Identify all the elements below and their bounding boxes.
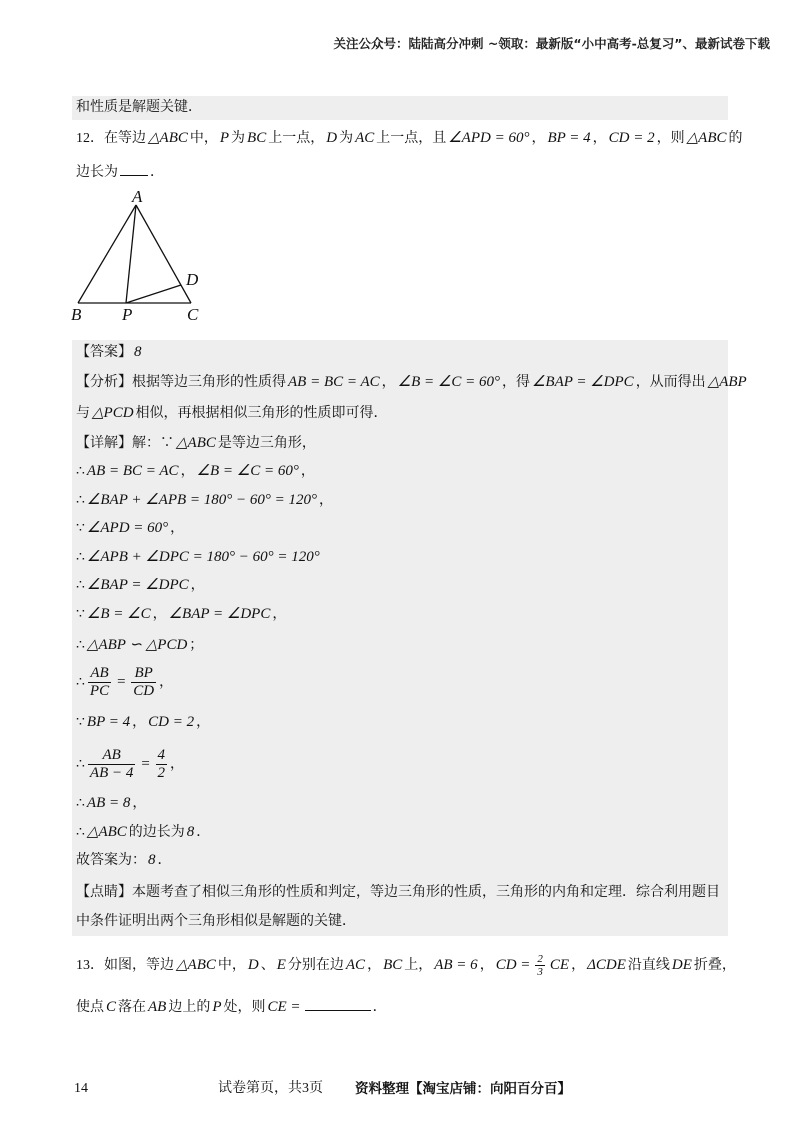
text-run: ， [180, 464, 195, 479]
math-run: P [212, 999, 222, 1015]
vertex-label-a: A [132, 187, 143, 206]
math-run: △ABP [707, 374, 747, 390]
text-run: 上， [404, 958, 433, 973]
math-run: △PCD [92, 405, 134, 421]
math-run: ∠B = ∠C = 60° [196, 463, 299, 479]
text-run: ， [319, 493, 334, 508]
text-run: 【详解】解：∵ [76, 436, 174, 451]
math-run: ∠APD = 60° [86, 520, 169, 536]
text-run: ． [157, 853, 172, 868]
source-note: 资料整理【淘宝店铺：向阳百分百】 [355, 1081, 571, 1097]
math-run: △ABC [86, 824, 127, 840]
text-run: 和性质是解题关键． [76, 100, 202, 115]
text-run: 【分析】根据等边三角形的性质得 [76, 375, 286, 390]
point-label-p: P [122, 305, 133, 324]
detail-line-8 [76, 635, 203, 655]
math-run: BC [247, 130, 267, 146]
text-run: ∴ [76, 493, 85, 508]
text-run: ， [170, 757, 184, 772]
detail-line-2 [76, 461, 315, 481]
fraction [535, 953, 545, 978]
math-run: = [140, 756, 151, 772]
fraction-numerator: 4 [157, 747, 165, 764]
math-run: DE [671, 957, 692, 973]
text-run: 12．在等边 [76, 131, 146, 146]
text-run: 上一点，且 [376, 131, 447, 146]
text-run: 相似，再根据相似三角形的性质即可得． [135, 406, 388, 421]
fraction-numerator: AB [88, 665, 111, 683]
text-run: ∴ [76, 638, 85, 653]
math-run: ∠APB + ∠DPC = 180° − 60° = 120° [86, 549, 320, 565]
text-run: ， [531, 131, 546, 146]
detail-line-9 [76, 662, 173, 702]
text-run: ， [592, 131, 607, 146]
point-label-d: D [186, 270, 199, 289]
analysis-line-1 [76, 372, 749, 392]
answer-line [76, 342, 144, 362]
math-run: ∠BAP = ∠DPC [531, 374, 634, 390]
text-run: 中， [189, 131, 218, 146]
math-run: AC [345, 957, 366, 973]
fraction-numerator: BP [131, 665, 156, 683]
math-run: D [247, 957, 259, 973]
text-run: ∴ [76, 825, 85, 840]
math-run: CD = [495, 957, 531, 973]
text-run: ，得 [501, 375, 530, 390]
math-run: ∠B = ∠C = 60° [397, 374, 500, 390]
math-run: AB = 8 [86, 795, 131, 811]
detail-line-11 [76, 744, 184, 784]
math-run: D [326, 130, 338, 146]
question-12-period: ． [150, 165, 164, 180]
fraction-numerator: 2 [537, 953, 543, 966]
text-run: 的边长为 [128, 825, 185, 840]
vertex-label-b: B [71, 305, 82, 324]
math-run: △ABC [686, 130, 727, 146]
fraction [88, 747, 135, 782]
math-run: AB = BC = AC [86, 463, 179, 479]
text-run: ， [272, 607, 287, 622]
math-run: CE = [267, 999, 301, 1015]
text-run: 中， [217, 958, 246, 973]
text-run: 是等边三角形， [217, 436, 316, 451]
page-info: 试卷第页，共3页 [218, 1081, 323, 1096]
math-run: BP = 4 [86, 714, 131, 730]
detail-line-10 [76, 712, 210, 732]
math-run: △ABC [176, 435, 216, 451]
answer-blank [120, 160, 148, 176]
math-run: ∠BAP + ∠APB = 180° − 60° = 120° [86, 492, 318, 508]
math-run: AB = BC = AC [288, 374, 380, 390]
text-run: ， [479, 958, 494, 973]
math-run: ΔCDE [587, 957, 626, 973]
comment-line-1 [76, 883, 720, 903]
previous-solution-tail [76, 98, 202, 118]
fraction-numerator: AB [88, 747, 135, 765]
fraction [131, 665, 156, 700]
math-run: AC [355, 130, 375, 146]
question-13-text [76, 1000, 303, 1015]
text-run: ， [196, 715, 211, 730]
question-12-line-1 [76, 128, 743, 148]
detail-line-3 [76, 490, 333, 510]
math-run: E [276, 957, 286, 973]
math-run: ∠BAP = ∠DPC [86, 577, 189, 593]
text-run: 为 [339, 131, 354, 146]
text-run: 、 [260, 958, 275, 973]
math-run: AB = 6 [434, 957, 478, 973]
fraction [88, 665, 111, 700]
detail-line-6 [76, 575, 205, 595]
text-run: 分别在边 [287, 958, 344, 973]
comment-line-2 [76, 912, 356, 932]
math-run: BP = 4 [547, 130, 591, 146]
text-run: ， [152, 607, 167, 622]
question-12-text: 边长为 [76, 165, 118, 180]
text-run: 中条件证明出两个三角形相似是解题的关键． [76, 914, 356, 929]
math-run: △ABP ∽ △PCD [86, 637, 188, 653]
text-run: ∵ [76, 607, 85, 622]
math-run: P [219, 130, 230, 146]
text-run: 落在 [118, 1000, 147, 1015]
fraction-denominator: CD [133, 683, 155, 700]
math-run: CD = 2 [608, 130, 655, 146]
segment-pd [126, 285, 181, 303]
text-run: ； [189, 638, 204, 653]
text-run: ． [196, 825, 211, 840]
text-run: ， [132, 796, 147, 811]
math-run: ∠BAP = ∠DPC [168, 606, 271, 622]
math-run: △ABC [148, 130, 188, 146]
text-run: ∴ [76, 757, 85, 772]
text-run: ∵ [76, 715, 85, 730]
analysis-line-2 [76, 403, 388, 423]
page-header: 关注公众号：陆陆高分冲刺 ~领取：最新版“小中高考-总复习”、最新试卷下载 [333, 36, 770, 51]
fraction [156, 747, 168, 782]
text-run: ， [132, 715, 147, 730]
side-ac [136, 205, 191, 303]
text-run: ，则 [656, 131, 685, 146]
text-run: 沿直线 [627, 958, 670, 973]
math-run: = [116, 674, 127, 690]
fraction-denominator: 3 [537, 966, 543, 979]
final-answer-line [76, 850, 172, 870]
text-run: ， [159, 675, 174, 690]
text-run: ∴ [76, 578, 85, 593]
text-run: ， [367, 958, 382, 973]
answer-blank [305, 995, 371, 1011]
text-run: ∴ [76, 550, 85, 565]
text-run: ∵ [76, 521, 85, 536]
text-run: 【答案】 [76, 345, 132, 360]
text-run: ， [571, 958, 586, 973]
detail-line-1 [76, 433, 316, 453]
text-run: ，从而得出 [635, 375, 706, 390]
detail-line-5 [76, 547, 322, 567]
text-run: 的 [728, 131, 743, 146]
detail-line-12 [76, 793, 146, 813]
text-run: 为 [231, 131, 246, 146]
text-run: ， [170, 521, 185, 536]
text-run: ， [381, 375, 396, 390]
question-13-line-2 [76, 995, 387, 1015]
question-13-period: ． [372, 1000, 387, 1015]
fraction-denominator: AB − 4 [89, 765, 134, 782]
math-run: △ABC [176, 957, 216, 973]
text-run: 13．如图，等边 [76, 958, 174, 973]
math-run: ∠B = ∠C [86, 606, 151, 622]
text-run: ， [300, 464, 315, 479]
fraction-denominator: PC [89, 683, 110, 700]
math-run: ∠APD = 60° [448, 130, 530, 146]
text-run: ， [190, 578, 205, 593]
text-run: 折叠， [693, 958, 736, 973]
math-run: BC [383, 957, 403, 973]
math-run: AB [148, 999, 167, 1015]
math-run: CE [549, 957, 570, 973]
math-run: 8 [134, 344, 142, 360]
math-run: 8 [148, 852, 156, 868]
text-run: 故答案为： [76, 853, 146, 868]
detail-line-13 [76, 822, 210, 842]
page-number: 14 [74, 1081, 88, 1096]
math-run: C [106, 999, 117, 1015]
detail-line-7 [76, 604, 286, 624]
vertex-label-c: C [187, 305, 199, 324]
text-run: 上一点， [268, 131, 325, 146]
math-run: 8 [186, 824, 195, 840]
text-run: ∴ [76, 796, 85, 811]
text-run: 边上的 [168, 1000, 211, 1015]
text-run: 使点 [76, 1000, 104, 1015]
question-12-line-2 [76, 160, 164, 180]
fraction-denominator: 2 [157, 765, 165, 782]
text-run: 【点睛】本题考查了相似三角形的性质和判定，等边三角形的性质，三角形的内角和定理．综合利用题目 [76, 885, 720, 900]
text-run: 与 [76, 406, 90, 421]
math-run: CD = 2 [148, 714, 195, 730]
text-run: ∴ [76, 675, 85, 690]
text-run: ∴ [76, 464, 85, 479]
text-run: 处，则 [223, 1000, 266, 1015]
detail-line-4 [76, 518, 184, 538]
question-13-line-1 [76, 945, 736, 985]
triangle-figure [66, 184, 216, 324]
